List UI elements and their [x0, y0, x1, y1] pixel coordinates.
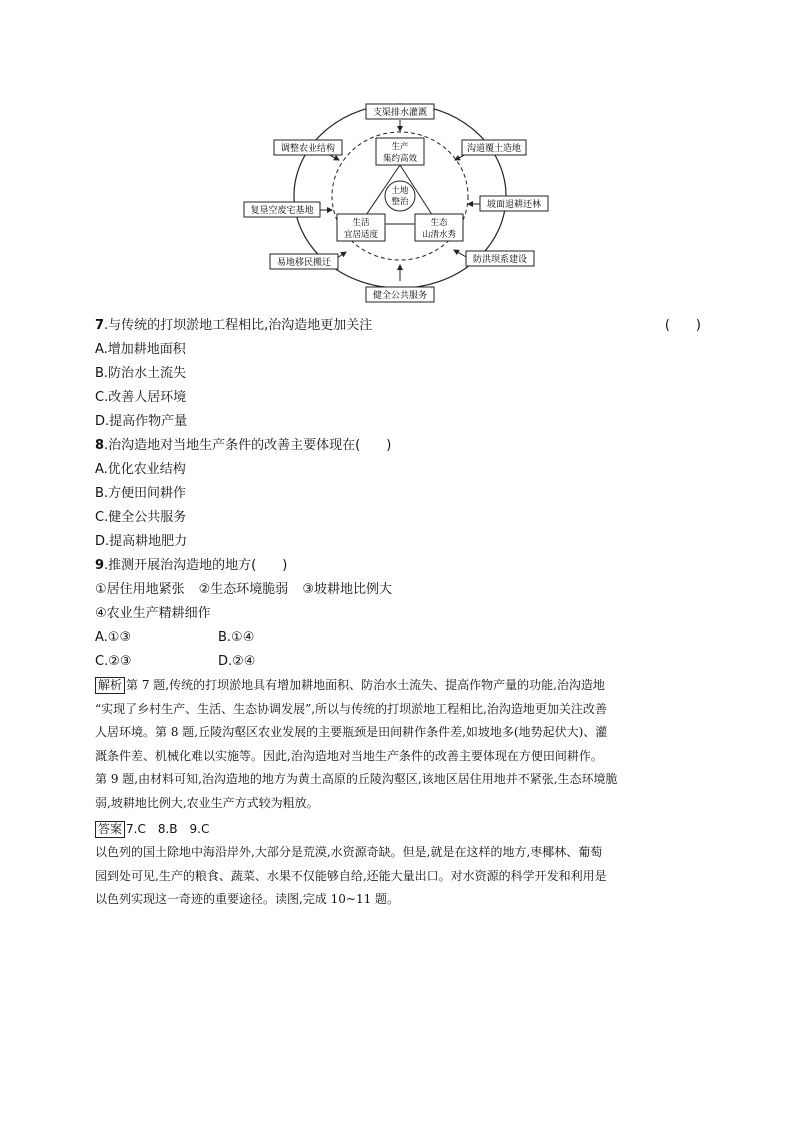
box-top-label: 支渠排水灌溉 [372, 108, 428, 118]
box-upper-right-label: 沟道覆土造地 [466, 144, 522, 154]
intro-line-2: 园到处可见,生产的粮食、蔬菜、水果不仅能够自给,还能大量出口。对水资源的科学开发和利用是 [95, 868, 607, 883]
q9-options-row-1 [95, 626, 707, 650]
box-lower-right [466, 251, 534, 266]
solution-line-6: 弱,坡耕地比例大,农业生产方式较为粗放。 [95, 795, 319, 810]
q7-option-b[interactable]: B.防治水土流失 [95, 366, 187, 381]
solution-line-1 [95, 674, 707, 698]
production-label-2: 集约高效 [382, 154, 418, 164]
q9-options-row-2 [95, 650, 707, 674]
ecology-label-1: 生态 [430, 218, 448, 228]
box-lower-left-label: 易地移民搬迁 [276, 258, 332, 268]
q9-option-b[interactable]: B.①④ [218, 630, 255, 645]
box-bottom [366, 287, 434, 302]
box-upper-right [462, 140, 526, 155]
box-bottom-label: 健全公共服务 [372, 291, 428, 301]
life-box [337, 214, 385, 241]
solution-line-2: “实现了乡村生产、生活、生态协调发展”,所以与传统的打坝淤地工程相比,治沟造地更加关注改善 [95, 701, 607, 716]
question-7-text: .与传统的打坝淤地工程相比,治沟造地更加关注 [104, 318, 373, 333]
center-label-1: 土地 [391, 186, 409, 196]
question-8-text: .治沟造地对当地生产条件的改善主要体现在( ) [104, 438, 392, 453]
box-upper-left-label: 调整农业结构 [280, 144, 336, 154]
q9-statement-3: ③坡耕地比例大 [302, 582, 392, 597]
solution-tag: 解析 [95, 677, 125, 694]
intro-block [95, 841, 707, 912]
answer-tag: 答案 [95, 821, 125, 838]
answer-value: 7.C 8.B 9.C [126, 822, 210, 836]
q9-statement-2: ②生态环境脆弱 [198, 582, 289, 597]
ecology-box [415, 214, 463, 241]
question-content [95, 314, 707, 912]
center-label-2: 整治 [391, 197, 409, 207]
solution-line-4: 溉条件差、机械化难以实施等。因此,治沟造地对当地生产条件的改善主要体现在方便田间耕作。 [95, 748, 603, 763]
question-8-number: 8 [95, 438, 105, 453]
box-mid-right [480, 196, 548, 211]
q8-option-b[interactable]: B.方便田间耕作 [95, 486, 187, 501]
q9-option-a[interactable]: A.①③ [95, 630, 132, 645]
question-7 [95, 314, 707, 338]
q9-option-c[interactable]: C.②③ [95, 654, 132, 669]
q9-statement-1: ①居住用地紧张 [95, 582, 185, 597]
solution-line-3: 人居环境。第 8 题,丘陵沟壑区农业发展的主要瓶颈是田间耕作条件差,如坡地多(地势起伏大)、灌 [95, 725, 608, 739]
box-mid-left [244, 202, 320, 217]
question-9-number: 9 [95, 558, 105, 573]
q9-statement-4: ④农业生产精耕细作 [95, 606, 211, 621]
solution-line-5: 第 9 题,由材料可知,治沟造地的地方为黄土高原的丘陵沟壑区,该地区居住用地并不紧张,生态环境脆 [95, 772, 618, 786]
q9-option-d[interactable]: D.②④ [218, 654, 256, 669]
box-mid-right-label: 坡面退耕还林 [486, 200, 542, 210]
land-consolidation-diagram [240, 98, 560, 308]
solution-text-1: 第 7 题,传统的打坝淤地具有增加耕地面积、防治水土流失、提高作物产量的功能,治沟造地 [126, 678, 605, 692]
question-9 [95, 554, 707, 578]
q8-option-c[interactable]: C.健全公共服务 [95, 510, 187, 525]
q8-option-a[interactable]: A.优化农业结构 [95, 462, 186, 477]
answer-block [95, 817, 707, 841]
q7-option-c[interactable]: C.改善人居环境 [95, 390, 187, 405]
box-mid-left-label: 复垦空废宅基地 [250, 206, 314, 216]
production-label-1: 生产 [391, 142, 409, 152]
question-8 [95, 434, 707, 458]
life-label-1: 生活 [352, 218, 370, 228]
box-top [366, 104, 434, 119]
production-box [376, 138, 424, 165]
solution-block [95, 674, 707, 815]
q7-option-d[interactable]: D.提高作物产量 [95, 414, 188, 429]
intro-line-1: 以色列的国土除地中海沿岸外,大部分是荒漠,水资源奇缺。但是,就是在这样的地方,枣椰林、葡萄 [95, 845, 603, 859]
q8-option-d[interactable]: D.提高耕地肥力 [95, 534, 188, 549]
question-7-number: 7 [95, 318, 105, 333]
box-lower-left [270, 254, 338, 269]
question-7-answer-blank: ( ) [664, 318, 701, 333]
life-label-2: 宜居适度 [343, 230, 379, 240]
box-lower-right-label: 防洪坝系建设 [472, 255, 528, 265]
ecology-label-2: 山清水秀 [421, 230, 457, 240]
box-upper-left [274, 140, 342, 155]
question-9-text: .推测开展治沟造地的地方( ) [104, 558, 288, 573]
land-center [385, 181, 415, 211]
intro-line-3: 以色列实现这一奇迹的重要途径。读图,完成 10~11 题。 [95, 892, 400, 906]
q9-statements [95, 578, 707, 602]
q7-option-a[interactable]: A.增加耕地面积 [95, 342, 186, 357]
